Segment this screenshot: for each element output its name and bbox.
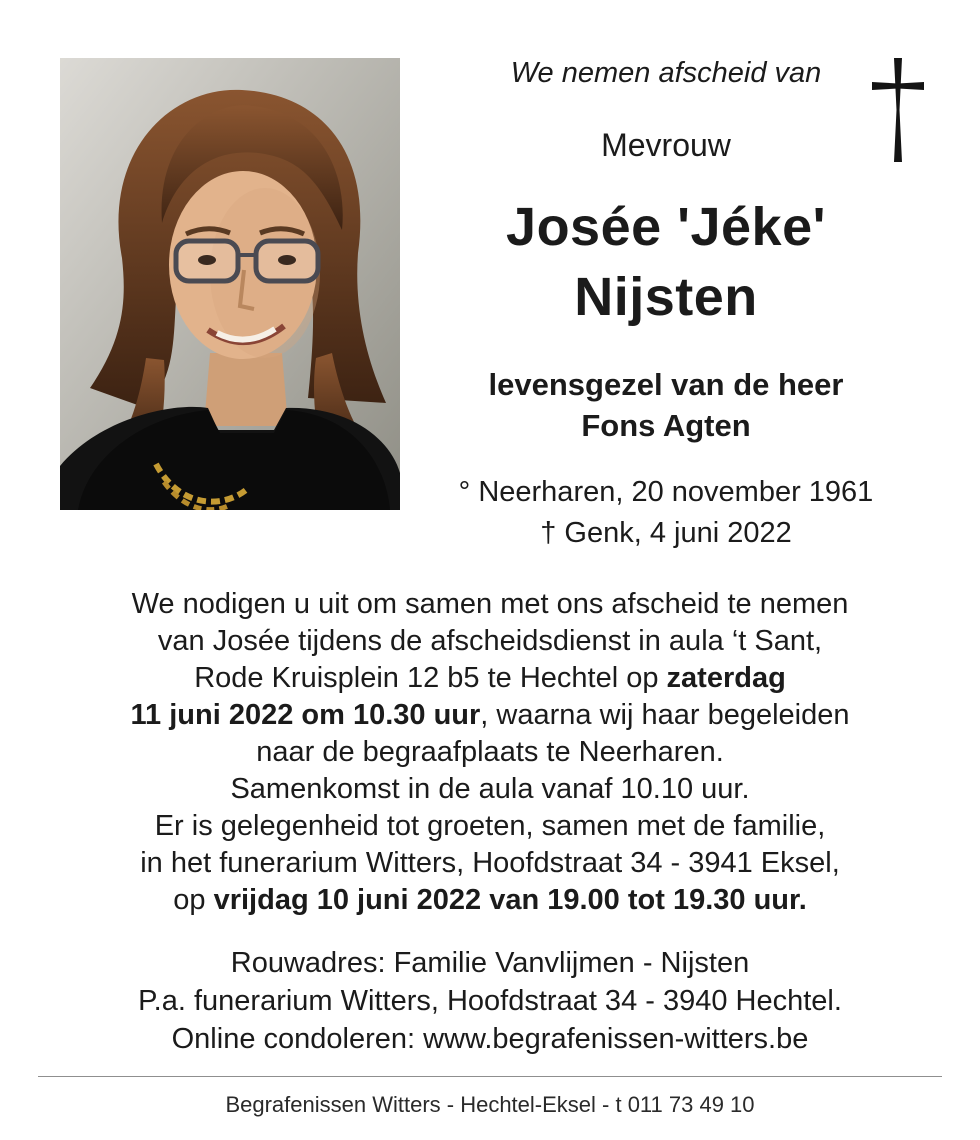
invitation-line4: , waarna wij haar begeleiden — [480, 699, 850, 731]
relation-line1: levensgezel van de heer — [488, 367, 844, 402]
invitation-line8: in het funerarium Witters, Hoofdstraat 34 - 3941 Eksel, — [140, 847, 840, 879]
intro-line: We nemen afscheid van — [510, 57, 822, 89]
invitation-line2: van Josée tijdens de afscheidsdienst in aula ‘t Sant, — [157, 625, 823, 657]
header-block — [418, 56, 914, 554]
deceased-name-line1: Josée 'Jéke' — [506, 197, 826, 257]
ceremony-day-bold: zaterdag — [666, 662, 786, 694]
relation-line2: Fons Agten — [581, 408, 751, 443]
deceased-name-line2: Nijsten — [574, 267, 758, 327]
invitation-line9: op — [173, 884, 214, 916]
invitation-line1: We nodigen u uit om samen met ons afscheid te nemen — [131, 588, 849, 620]
deceased-name — [418, 192, 914, 332]
mourning-address-line1: Rouwadres: Familie Vanvlijmen - Nijsten — [230, 947, 750, 979]
invitation-text — [40, 586, 940, 919]
condolence-website: Online condoleren: www.begrafenissen-witters.be — [171, 1023, 809, 1055]
invitation-line3: Rode Kruisplein 12 b5 te Hechtel op — [194, 662, 667, 694]
invitation-line5: naar de begraafplaats te Neerharen. — [256, 736, 724, 768]
invitation-line6: Samenkomst in de aula vanaf 10.10 uur. — [230, 773, 750, 805]
ceremony-datetime-bold: 11 juni 2022 om 10.30 uur — [130, 699, 481, 731]
salutation: Mevrouw — [601, 127, 731, 163]
invitation-line7: Er is gelegenheid tot groeten, samen met de familie, — [154, 810, 826, 842]
portrait-photo — [60, 58, 400, 510]
portrait-illustration — [60, 58, 400, 510]
birth-line: ° Neerharen, 20 november 1961 — [458, 476, 874, 508]
mourning-address-block — [40, 944, 940, 1058]
funeral-home-footer: Begrafenissen Witters - Hechtel-Eksel - t 011 73 49 10 — [225, 1092, 755, 1117]
visitation-datetime-bold: vrijdag 10 juni 2022 van 19.00 tot 19.30 uur. — [213, 884, 807, 916]
footer-divider — [38, 1076, 942, 1077]
relation-block — [418, 364, 914, 446]
life-dates — [418, 472, 914, 554]
death-line: † Genk, 4 juni 2022 — [540, 517, 792, 549]
mourning-address-line2: P.a. funerarium Witters, Hoofdstraat 34 - 3940 Hechtel. — [138, 985, 842, 1017]
